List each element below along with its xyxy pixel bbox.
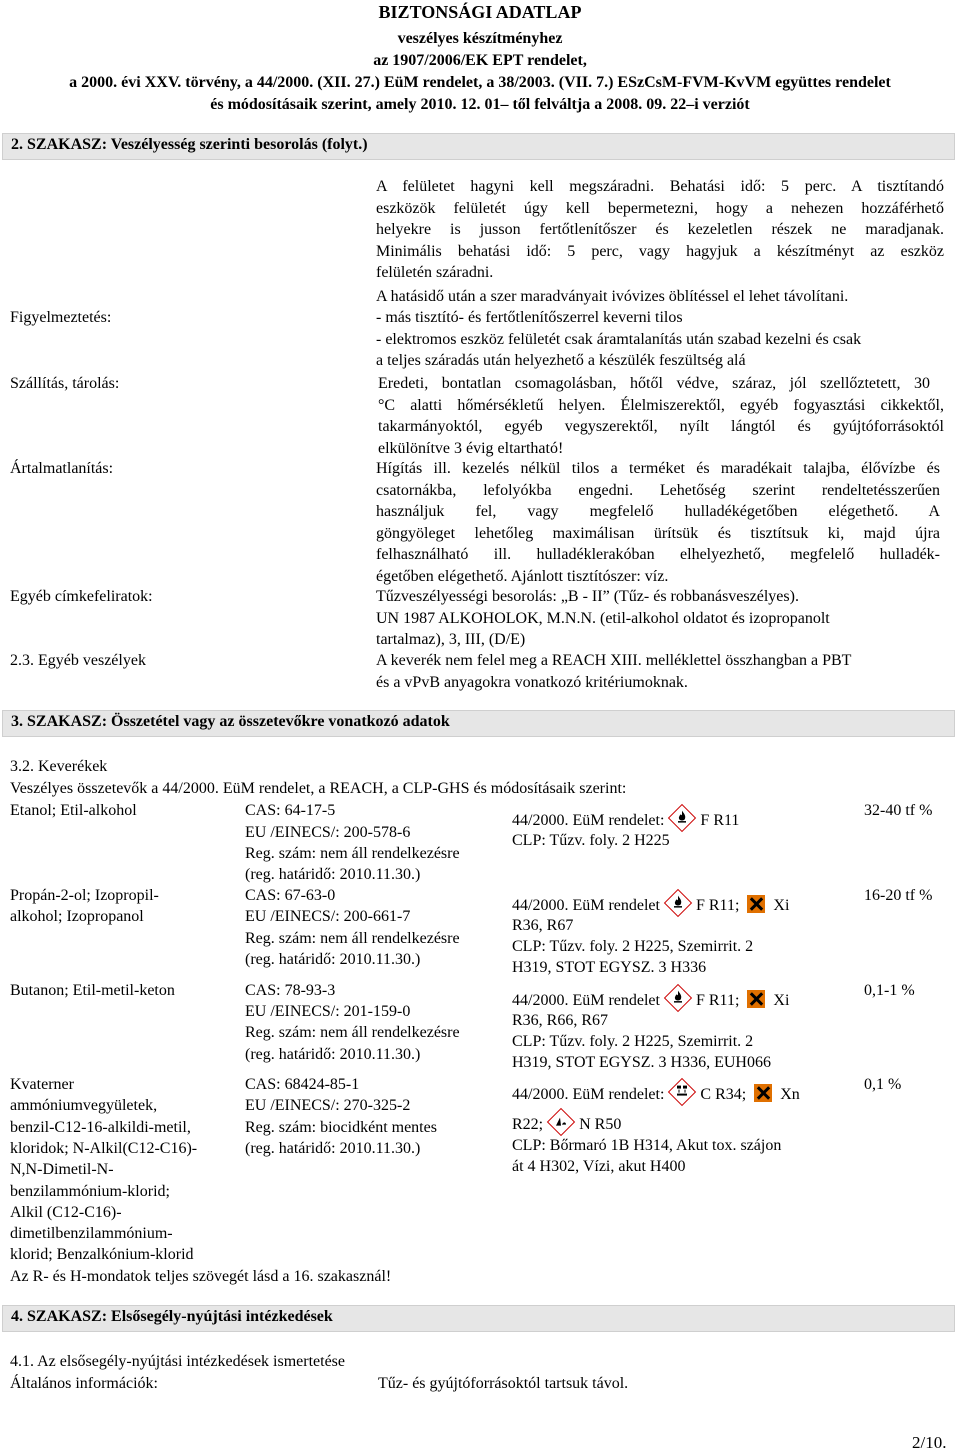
general-info-text: Tűz- és gyújtóforrásoktól tartsuk távol. — [378, 1375, 629, 1392]
component-name: klorid; Benzalkónium-klorid — [10, 1246, 194, 1263]
component-id: EU /EINECS/: 200-661-7 — [245, 908, 411, 925]
component-id: CAS: 68424-85-1 — [245, 1076, 360, 1093]
warning-line: - elektromos eszköz felületét csak áramtalanítás után szabad kezelni és csak — [376, 330, 862, 348]
flame-icon — [668, 804, 696, 832]
component-name: kloridok; N-Alkil(C12-C16)- — [10, 1140, 198, 1157]
component-name: Propán-2-ol; Izopropil- — [10, 887, 159, 904]
section-4-heading-bar — [2, 1305, 955, 1332]
warning-line: A felületet hagyni kell megszáradni. Behatási idő: 5 perc. A tisztítandó — [376, 178, 944, 195]
component-name: benzilammónium-klorid; — [10, 1183, 170, 1200]
other-hazards-line: és a vPvB anyagokra vonatkozó kritériumoknak. — [376, 674, 688, 691]
corrosive-icon — [668, 1078, 696, 1106]
warning-text — [376, 176, 944, 372]
disposal-line: csatornákba, lefolyókba engedni. Lehetőség szerint rendeltetésszerűen — [376, 481, 940, 499]
component-clp: CLP: Tűzv. foly. 2 H225, Szemirrit. 2 — [512, 1033, 754, 1050]
warning-line: helyekre is jusson fertőtlenítőszer és kezeletlen részek ne maradjanak. — [376, 221, 944, 238]
warning-line: A hatásidő után a szer maradványait ivóvizes öblítéssel el lehet távolítani. — [376, 287, 849, 305]
disposal-line: felhasználható ill. hulladéklerakóban elhelyezhető, megfelelő hulladék- — [376, 546, 940, 563]
component-name: benzil-C12-16-alkildi-metil, — [10, 1119, 191, 1136]
storage-label: Szállítás, tárolás: — [10, 375, 120, 392]
disposal-line: égetőben elégethető. Ajánlott tisztítószer: víz. — [376, 567, 669, 585]
other-label-line: tartalmaz), 3, III, (D/E) — [376, 631, 526, 648]
component-name: Alkil (C12-C16)- — [10, 1204, 122, 1221]
component-name: ammóniumvegyületek, — [10, 1097, 158, 1114]
component-clp: CLP: Tűzv. foly. 2 H225, Szemirrit. 2 — [512, 938, 754, 955]
section-4-heading: 4. SZAKASZ: Elsősegély-nyújtási intézkedések — [11, 1308, 333, 1325]
environment-icon — [547, 1108, 575, 1136]
component-amount: 0,1-1 % — [864, 982, 915, 999]
component-classification — [512, 893, 789, 916]
classification-code-2: Xn — [780, 1086, 800, 1103]
header-line-1: veszélyes készítményhez — [397, 30, 563, 47]
section-3-sub: 3.2. Keverékek — [10, 758, 108, 775]
classification-prefix: 44/2000. EüM rendelet — [512, 992, 660, 1009]
component-name: alkohol; Izopropanol — [10, 908, 144, 925]
other-label-label: Egyéb címkefeliratok: — [10, 588, 153, 605]
component-id: Reg. szám: nem áll rendelkezésre — [245, 1024, 460, 1041]
header-line-2: az 1907/2006/EK EPT rendelet, — [373, 52, 587, 69]
disposal-line: göngyöleget lehetőleg maximálisan ürítsük és tisztítsuk ki, majd újra — [376, 524, 940, 542]
disposal-text — [376, 458, 940, 587]
harmful-icon — [754, 1084, 772, 1102]
component-clp: CLP: Tűzv. foly. 2 H225 — [512, 832, 670, 849]
section-3-footnote: Az R- és H-mondatok teljes szövegét lásd a 16. szakasznál! — [10, 1268, 392, 1285]
storage-line: °C alatti hőmérsékletű helyen. Élelmiszerektől, egyéb fogyasztási cikkektől, — [378, 396, 944, 414]
warning-label: Figyelmeztetés: — [10, 309, 112, 326]
component-id: Reg. szám: biocidként mentes — [245, 1119, 437, 1136]
component-amount: 16-20 tf % — [864, 887, 933, 904]
component-clp: CLP: Bőrmaró 1B H314, Akut tox. szájon — [512, 1137, 782, 1154]
warning-line: felületén száradni. — [376, 264, 494, 281]
classification-code: F R11; — [695, 992, 740, 1009]
component-name: Butanon; Etil-metil-keton — [10, 982, 175, 999]
component-classification-rest — [512, 1112, 621, 1135]
other-hazards-label: 2.3. Egyéb veszélyek — [10, 652, 146, 669]
section-3-intro: Veszélyes összetevők a 44/2000. EüM rendelet, a REACH, a CLP-GHS és módosításaik szerint: — [10, 780, 627, 797]
component-id: (reg. határidő: 2010.11.30.) — [245, 951, 421, 968]
other-label-line: Tűzveszélyességi besorolás: „B - II” (Tűz- és robbanásveszélyes). — [376, 588, 799, 605]
classification-code: F R11; — [695, 897, 740, 914]
component-amount: 32-40 tf % — [864, 802, 933, 819]
warning-line: eszközök felületét úgy kell bepermetezni, hogy a nehezen hozzáférhető — [376, 199, 944, 217]
component-id: (reg. határidő: 2010.11.30.) — [245, 866, 421, 883]
classification-rest-2: N R50 — [579, 1116, 622, 1133]
disposal-label: Ártalmatlanítás: — [10, 460, 114, 477]
component-amount: 0,1 % — [864, 1076, 902, 1093]
classification-prefix: 44/2000. EüM rendelet: — [512, 812, 665, 829]
component-id: EU /EINECS/: 270-325-2 — [245, 1097, 411, 1114]
component-name: Etanol; Etil-alkohol — [10, 802, 137, 819]
classification-code: F R11 — [700, 812, 740, 829]
irritant-icon — [747, 990, 765, 1008]
disposal-line: Hígítás ill. kezelés nélkül tilos a terméket és maradékait talajba, élővízbe és — [376, 460, 940, 477]
component-classification — [512, 1082, 800, 1105]
section-4-sub: 4.1. Az elsősegély-nyújtási intézkedések ismertetése — [10, 1353, 346, 1370]
header-line-4: és módosításaik szerint, amely 2010. 12. 01– től felváltja a 2008. 09. 22–i verziót — [210, 96, 750, 113]
classification-code-2: Xi — [773, 992, 790, 1009]
component-id: CAS: 78-93-3 — [245, 982, 336, 999]
component-id: (reg. határidő: 2010.11.30.) — [245, 1140, 421, 1157]
warning-line: Minimális behatási idő: 5 perc, vagy hagyjuk a készítményt az eszköz — [376, 242, 944, 260]
storage-text — [378, 373, 944, 459]
flame-icon — [664, 984, 692, 1012]
component-classification — [512, 988, 789, 1011]
component-classification-rest: R36, R67 — [512, 917, 574, 934]
component-clp: H319, STOT EGYSZ. 3 H336 — [512, 959, 707, 976]
section-2-heading-bar — [2, 133, 955, 160]
warning-line: a teljes száradás után helyezhető a készülék feszültség alá — [376, 352, 746, 369]
classification-prefix: 44/2000. EüM rendelet: — [512, 1086, 665, 1103]
component-clp: át 4 H302, Vízi, akut H400 — [512, 1158, 686, 1175]
section-2-heading: 2. SZAKASZ: Veszélyesség szerinti besorolás (folyt.) — [11, 136, 368, 153]
classification-rest: R22; — [512, 1116, 544, 1133]
component-id: CAS: 64-17-5 — [245, 802, 336, 819]
section-3-heading: 3. SZAKASZ: Összetétel vagy az összetevőkre vonatkozó adatok — [11, 713, 450, 730]
irritant-icon — [747, 895, 765, 913]
disposal-line: használjuk fel, vagy megfelelő hulladékégetőben elégethető. A — [376, 503, 940, 520]
section-3-heading-bar — [2, 710, 955, 737]
component-id: EU /EINECS/: 201-159-0 — [245, 1003, 411, 1020]
warning-line: - más tisztító- és fertőtlenítőszerrel keverni tilos — [376, 309, 683, 326]
classification-code-2: Xi — [773, 897, 790, 914]
page-number: 2/10. — [912, 1433, 947, 1452]
component-name: dimetilbenzilammónium- — [10, 1225, 173, 1242]
other-label-line: UN 1987 ALKOHOLOK, M.N.N. (etil-alkohol oldatot és izopropanolt — [376, 610, 830, 627]
component-name: N,N-Dimetil-N- — [10, 1161, 114, 1178]
flame-icon — [664, 889, 692, 917]
component-id: Reg. szám: nem áll rendelkezésre — [245, 845, 460, 862]
document-title: BIZTONSÁGI ADATLAP — [378, 2, 582, 22]
other-hazards-line: A keverék nem felel meg a REACH XIII. melléklettel összhangban a PBT — [376, 652, 852, 669]
storage-line: elkülönítve 3 évig eltartható! — [378, 439, 564, 457]
component-clp: H319, STOT EGYSZ. 3 H336, EUH066 — [512, 1054, 771, 1071]
component-name: Kvaterner — [10, 1076, 74, 1093]
storage-line: takarmányoktól, egyéb vegyszerektől, nyílt lángtól és gyújtóforrásoktól — [378, 418, 944, 435]
header-line-3: a 2000. évi XXV. törvény, a 44/2000. (XII. 27.) EüM rendelet, a 38/2003. (VII. 7.) ESzCsM-FVM-KvVM együttes rendelet — [69, 74, 891, 91]
component-id: CAS: 67-63-0 — [245, 887, 336, 904]
component-id: EU /EINECS/: 200-578-6 — [245, 824, 411, 841]
general-info-label: Általános információk: — [10, 1375, 158, 1392]
classification-code: C R34; — [700, 1086, 747, 1103]
component-id: (reg. határidő: 2010.11.30.) — [245, 1046, 421, 1063]
component-id: Reg. szám: nem áll rendelkezésre — [245, 930, 460, 947]
classification-prefix: 44/2000. EüM rendelet — [512, 897, 660, 914]
component-classification — [512, 808, 739, 831]
component-classification-rest: R36, R66, R67 — [512, 1012, 609, 1029]
storage-line: Eredeti, bontatlan csomagolásban, hőtől védve, száraz, jól szellőztetett, 30 — [378, 375, 930, 392]
